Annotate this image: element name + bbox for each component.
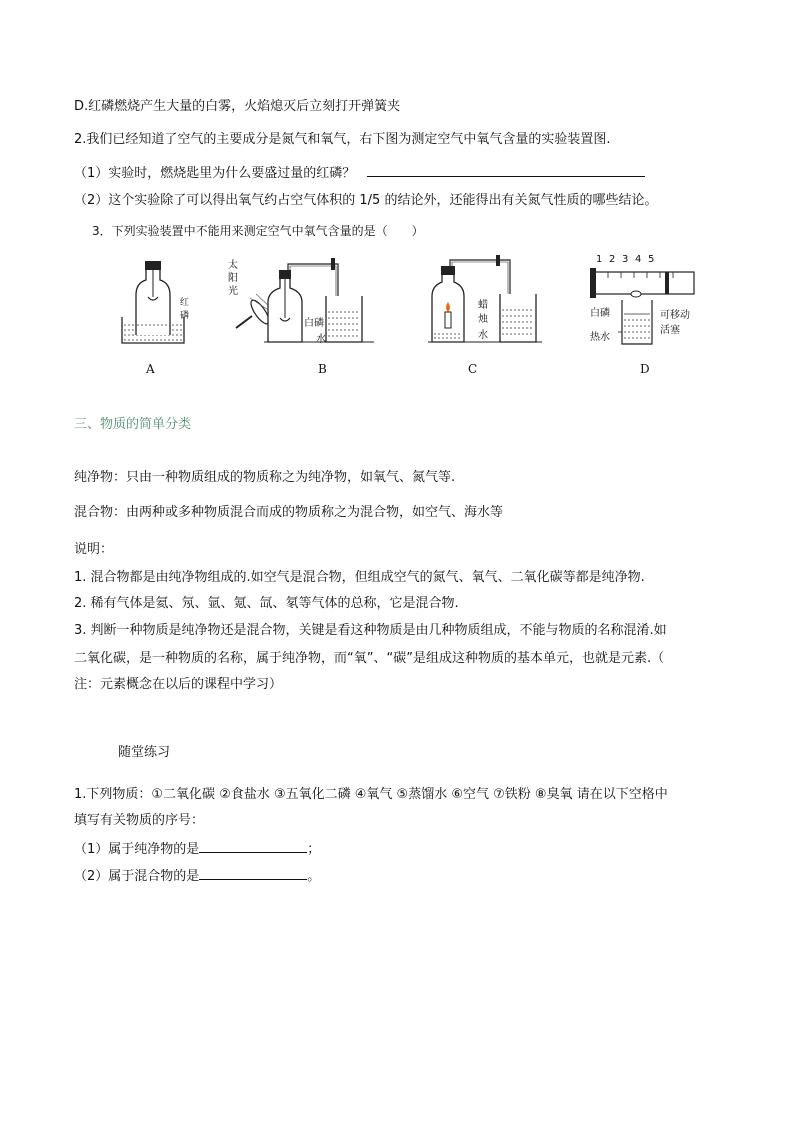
figure-b-label-white-phosphorus: 白磷 [304, 318, 324, 329]
practice-sub2 [74, 867, 320, 886]
mixture-definition: 混合物：由两种或多种物质混合而成的物质称之为混合物，如空气、海水等 [74, 505, 504, 520]
pure-substance-definition: 纯净物：只由一种物质组成的物质称之为纯净物，如氧气、氮气等. [74, 470, 456, 485]
figure-b-label-sun-1: 太 [228, 260, 238, 271]
figure-c-apparatus [428, 250, 546, 350]
figure-d-scale-3: 3 [622, 254, 629, 265]
figure-d-label-movable-1: 可移动 [660, 310, 690, 321]
note-2: 2. 稀有气体是氦、氖、氩、氪、氙、氡等气体的总称，它是混合物. [74, 596, 459, 611]
figure-b-label-water: 水 [316, 334, 326, 345]
figure-c-label-candle-1: 蜡 [478, 300, 488, 311]
figure-a-label-red-phosphorus: 红磷 [180, 298, 190, 321]
practice-sub2-end: 。 [307, 869, 321, 884]
figure-b-apparatus [228, 250, 380, 350]
figure-b-label-sun-3: 光 [228, 286, 238, 297]
note-1: 1. 混合物都是由纯净物组成的.如空气是混合物，但组成空气的氮气、氧气、二氧化碳等都是纯净物. [74, 570, 645, 585]
q2-sub2: （2）这个实验除了可以得出氧气约占空气体积的 1/5 的结论外，还能得出有关氮气性质的哪些结论。 [74, 193, 658, 208]
q2-sub1-answer-blank[interactable] [367, 164, 645, 177]
figure-d-apparatus [588, 254, 700, 350]
figure-c-label-water: 水 [478, 330, 488, 341]
figure-c-label-candle-2: 烛 [478, 314, 488, 325]
figure-b-label-sun-2: 阳 [228, 273, 238, 284]
mixture-answer-blank[interactable] [199, 867, 307, 880]
figure-a-apparatus [118, 247, 188, 347]
pure-substance-answer-blank[interactable] [199, 840, 307, 853]
q3-stem: 3．下列实验装置中不能用来测定空气中氧气含量的是（ ） [92, 224, 424, 238]
note-3-line-3: 注：元素概念在以后的课程中学习） [74, 677, 283, 692]
q2-sub1 [74, 164, 645, 183]
practice-q1-line-1: 1.下列物质：①二氧化碳 ②食盐水 ③五氧化二磷 ④氧气 ⑤蒸馏水 ⑥空气 ⑦铁粉 ⑧臭氧 请在以下空格中 [74, 787, 668, 802]
practice-sub1-end: ； [307, 842, 321, 857]
practice-sub2-text: （2）属于混合物的是 [74, 869, 200, 884]
figure-d-label-movable-2: 活塞 [660, 325, 680, 336]
q2-sub1-text: （1）实验时，燃烧匙里为什么要盛过量的红磷？ [74, 166, 356, 181]
note-title: 说明： [74, 542, 114, 557]
figure-a-caption: A [146, 362, 155, 376]
practice-sub1-text: （1）属于纯净物的是 [74, 842, 200, 857]
figure-d-scale-2: 2 [609, 254, 616, 265]
figure-d-caption: D [640, 362, 650, 376]
practice-title: 随堂练习 [118, 745, 171, 760]
figure-b-caption: B [318, 362, 327, 376]
figure-d-label-hot-water: 热水 [590, 332, 610, 343]
note-3-line-1: 3. 判断一种物质是纯净物还是混合物，关键是看这种物质是由几种物质组成，不能与物质的名称混淆.如 [74, 623, 667, 638]
option-d-text: D.红磷燃烧产生大量的白雾，火焰熄灭后立刻打开弹簧夹 [74, 99, 401, 114]
section-title: 三、物质的简单分类 [74, 417, 192, 432]
q2-stem: 2.我们已经知道了空气的主要成分是氮气和氧气，右下图为测定空气中氧气含量的实验装置图. [74, 132, 611, 147]
note-3-line-2: 二氧化碳，是一种物质的名称，属于纯净物，而“氧”、“碳”是组成这种物质的基本单元，也就是元素.（ [74, 651, 665, 666]
practice-q1-line-2: 填写有关物质的序号： [74, 813, 205, 828]
figure-d-scale-4: 4 [635, 254, 642, 265]
practice-sub1 [74, 840, 320, 859]
figure-d-scale-1: 1 [596, 254, 603, 265]
figure-c-caption: C [468, 362, 478, 376]
figure-d-scale-5: 5 [648, 254, 655, 265]
figure-d-label-white-phosphorus: 白磷 [590, 308, 610, 319]
